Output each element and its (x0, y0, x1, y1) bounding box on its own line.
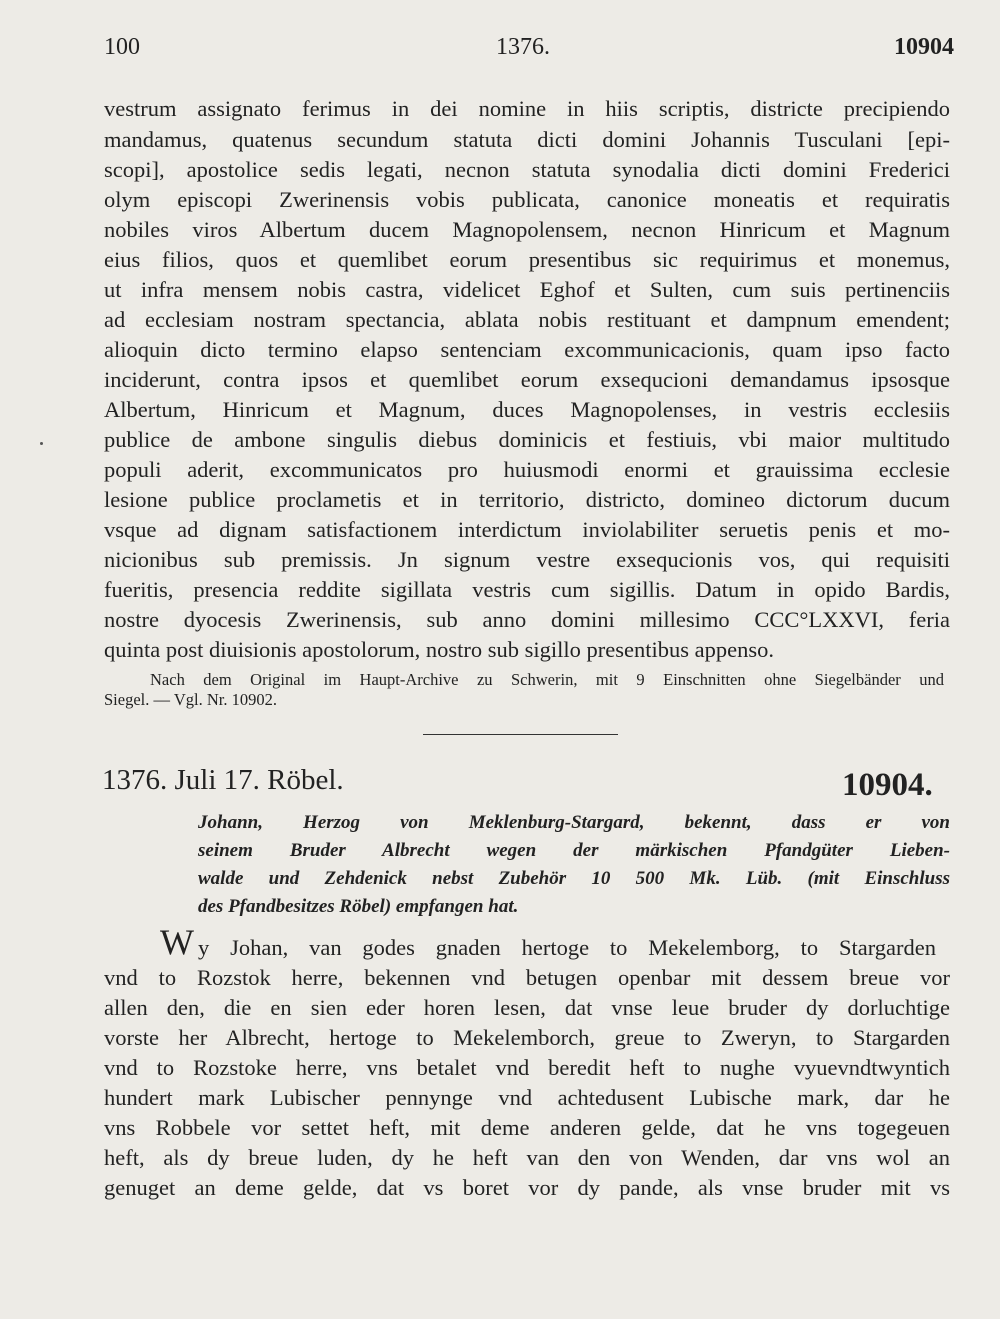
entry-number: 10904. (842, 767, 933, 803)
text-line: alioquin dicto termino elapso sentenciam excommunicacionis, quam ipso facto (104, 337, 950, 362)
initial-letter: W (160, 922, 194, 962)
running-head-document-number: 10904 (894, 34, 954, 60)
text-line: mandamus, quatenus secundum statuta dicti domini Johannis Tusculani [epi- (104, 127, 950, 152)
text-line: nobiles viros Albertum ducem Magnopolensem, necnon Hinricum et Magnum (104, 217, 950, 242)
running-head (104, 34, 954, 68)
summary-line: walde und Zehdenick nebst Zubehör 10 500 Mk. Lüb. (mit Einschluss (198, 868, 950, 889)
source-note-line: Siegel. — Vgl. Nr. 10902. (104, 690, 277, 709)
section-divider (423, 734, 618, 735)
text-line: fueritis, presencia reddite sigillata vestris cum sigillis. Datum in opido Bardis, (104, 577, 950, 602)
text-line: nicionibus sub premissis. Jn signum vestre exsequcionis vos, qui requisiti (104, 547, 950, 572)
page-number: 100 (104, 34, 140, 60)
text-line: lesione publice proclametis et in territorio, districto, domineo dictorum ducum (104, 487, 950, 512)
text-line: allen den, die en sien eder horen lesen, dat vnse leue bruder dy dorluchtige (104, 995, 950, 1020)
text-line: vsque ad dignam satisfactionem interdictum inviolabiliter seruetis penis et mo- (104, 517, 950, 542)
text-line: vnd to Rozstoke herre, vns betalet vnd beredit heft to nughe vyuevndtwyntich (104, 1055, 950, 1080)
summary-line: seinem Bruder Albrecht wegen der märkischen Pfandgüter Lieben- (198, 840, 950, 861)
text-line: Albertum, Hinricum et Magnum, duces Magnopolenses, in vestris ecclesiis (104, 397, 950, 422)
text-line: quinta post diuisionis apostolorum, nostro sub sigillo presentibus appenso. (104, 637, 774, 662)
text-line: inciderunt, contra ipsos et quemlibet eorum exsequcioni demandamus ipsosque (104, 367, 950, 392)
margin-speck (40, 442, 43, 445)
text-line: populi aderit, excommunicatos pro huiusmodi enormi et grauissima ecclesie (104, 457, 950, 482)
text-line: nostre dyocesis Zwerinensis, sub anno domini millesimo CCC°LXXVI, feria (104, 607, 950, 632)
summary-line: Johann, Herzog von Meklenburg-Stargard, bekennt, dass er von (198, 812, 950, 833)
summary-line: des Pfandbesitzes Röbel) empfangen hat. (198, 896, 519, 917)
text-line: genuget an deme gelde, dat vs boret vor dy pande, als vnse bruder mit vs (104, 1175, 950, 1200)
text-line: vorste her Albrecht, hertoge to Mekelemborch, greue to Zweryn, to Stargarden (104, 1025, 950, 1050)
source-note-line: Nach dem Original im Haupt-Archive zu Schwerin, mit 9 Einschnitten ohne Siegelbänder und (150, 670, 944, 689)
text-line: eius filios, quos et quemlibet eorum presentibus sic requirimus et monemus, (104, 247, 950, 272)
text-line: olym episcopi Zwerinensis vobis publicata, canonice moneatis et requiratis (104, 187, 950, 212)
text-line: heft, als dy breue luden, dy he heft van den von Wenden, dar vns wol an (104, 1145, 950, 1170)
text-line: vnd to Rozstok herre, bekennen vnd betugen openbar mit dessem breue vor (104, 965, 950, 990)
text-line: scopi], apostolice sedis legati, necnon statuta synodalia dicti domini Frederici (104, 157, 950, 182)
text-line: y Johan, van godes gnaden hertoge to Mekelemborg, to Stargarden (198, 935, 936, 960)
text-line: publice de ambone singulis diebus dominicis et festiuis, vbi maior multitudo (104, 427, 950, 452)
text-line: vns Robbele vor settet heft, mit deme anderen gelde, dat he vns togegeuen (104, 1115, 950, 1140)
text-line: ut infra mensem nobis castra, videlicet Eghof et Sulten, cum suis pertinenciis (104, 277, 950, 302)
text-line: vestrum assignato ferimus in dei nomine in hiis scriptis, districte precipiendo (104, 96, 950, 121)
text-line: hundert mark Lubischer pennynge vnd achtedusent Lubische mark, dar he (104, 1085, 950, 1110)
entry-date-place: 1376. Juli 17. Röbel. (102, 764, 344, 796)
text-line: ad ecclesiam nostram spectancia, ablata nobis restituant et dampnum emendent; (104, 307, 950, 332)
running-head-year: 1376. (496, 34, 550, 60)
